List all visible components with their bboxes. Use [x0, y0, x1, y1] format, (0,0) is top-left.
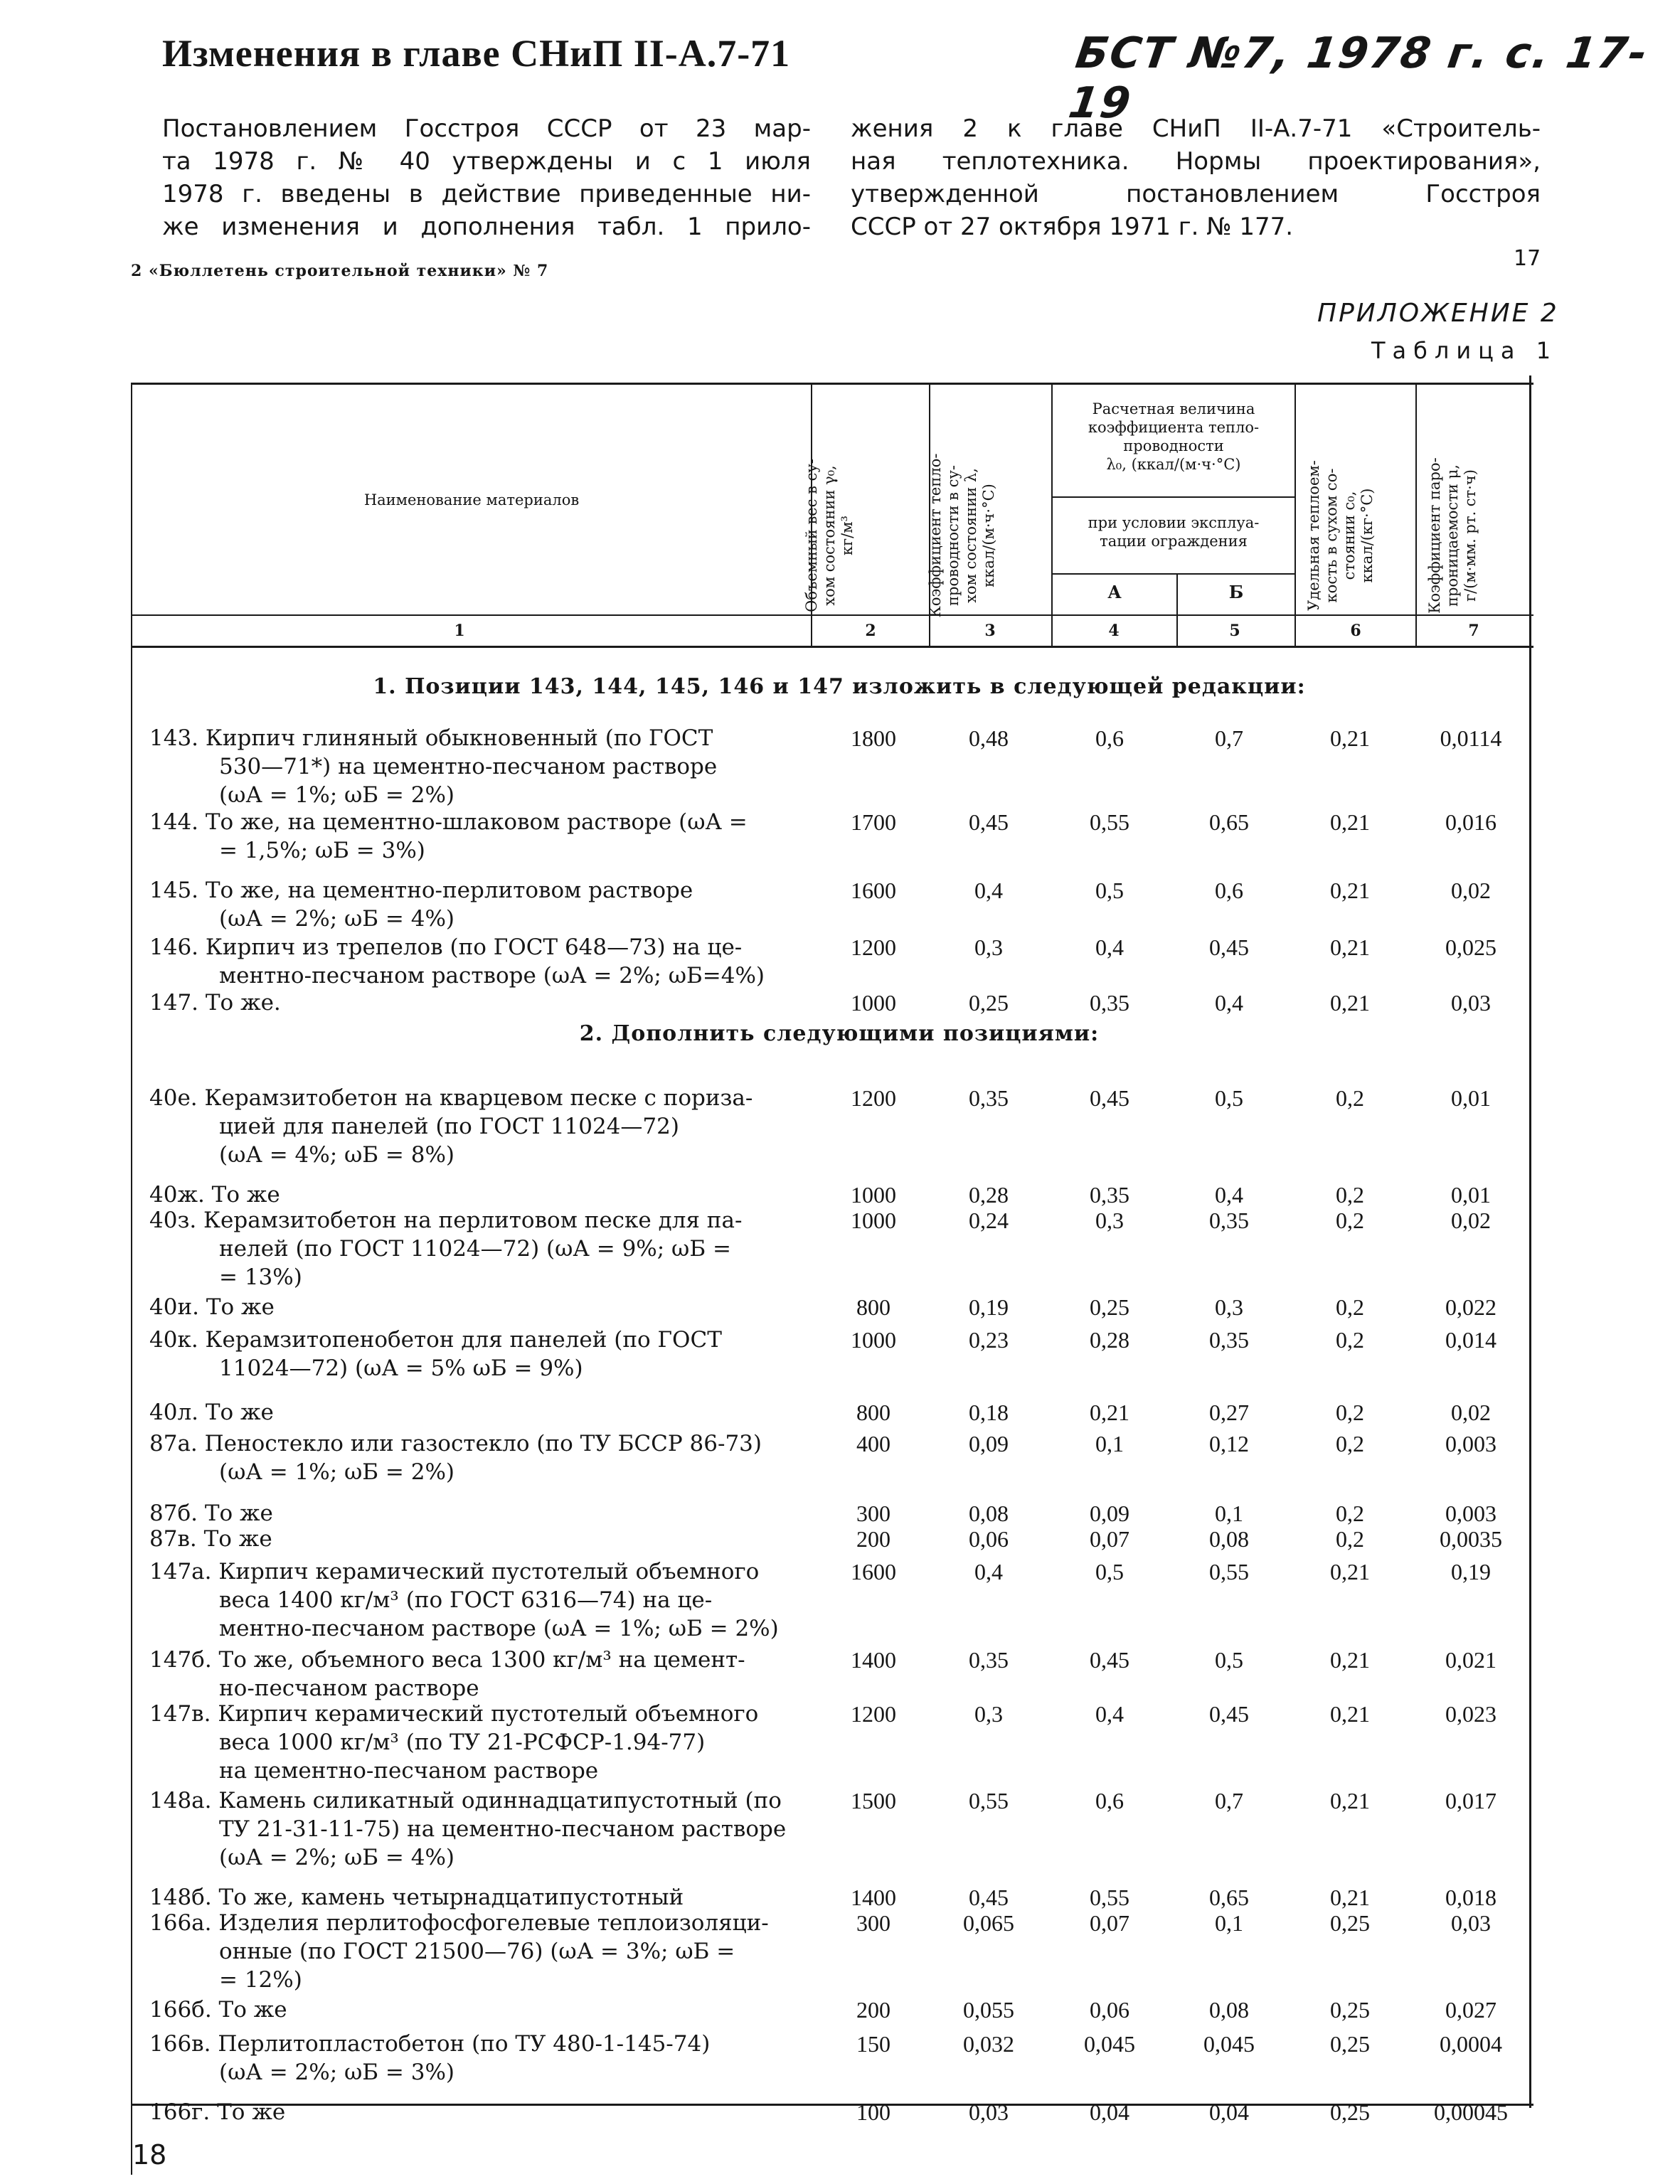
conductivity-b-value: 0,7: [1215, 1788, 1243, 1813]
heat-capacity-value: 0,25: [1330, 1997, 1370, 2023]
heat-capacity-value: 0,21: [1330, 1885, 1370, 1910]
header-line: тации ограждения: [1100, 533, 1248, 550]
vapor-permeability-value: 0,027: [1445, 1997, 1496, 2023]
conductivity-a-value: 0,04: [1090, 2099, 1129, 2125]
density-value: 1000: [851, 1182, 896, 1208]
heat-capacity-value: 0,2: [1336, 1501, 1364, 1526]
conductivity-a-value: 0,35: [1090, 990, 1129, 1016]
heat-capacity-value: 0,2: [1336, 1182, 1364, 1208]
footnote: 2 «Бюллетень строительной техники» № 7: [131, 262, 549, 280]
material-name-line: 166б. То же: [149, 1997, 287, 2023]
material-name: [149, 1700, 804, 1785]
header-line: коэффициента тепло-: [1088, 419, 1260, 436]
conductivity-b-value: 0,27: [1209, 1400, 1249, 1425]
vapor-permeability-value: 0,00045: [1434, 2099, 1508, 2125]
material-name-line: 145. То же, на цементно-перлитовом растворе: [149, 878, 693, 903]
material-name: [149, 1786, 804, 1872]
material-name: [149, 724, 804, 809]
heat-capacity-value: 0,21: [1330, 1647, 1370, 1673]
conductivity-dry-value: 0,09: [969, 1431, 1009, 1456]
conductivity-a-value: 0,5: [1095, 878, 1124, 903]
material-name-line: 40л. То же: [149, 1400, 274, 1425]
heat-capacity-value: 0,2: [1336, 1431, 1364, 1456]
density-value: 1700: [851, 809, 896, 835]
vapor-permeability-value: 0,018: [1445, 1885, 1496, 1910]
column-number-1: 1: [454, 622, 465, 640]
density-value: 200: [856, 1526, 890, 1552]
material-name: [149, 808, 804, 865]
material-name: [149, 2030, 804, 2087]
density-value: 300: [856, 1501, 890, 1526]
intro-left-line: та 1978 г. № 40 утверждены и с 1 июля: [162, 147, 811, 176]
density-value: 400: [856, 1431, 890, 1456]
conductivity-a-value: 0,09: [1090, 1501, 1129, 1526]
conductivity-dry-value: 0,055: [963, 1997, 1014, 2023]
column-number-5: 5: [1229, 622, 1240, 640]
heat-capacity-value: 0,25: [1330, 2031, 1370, 2057]
material-name-line: 530—71*) на цементно-песчаном растворе: [219, 754, 718, 779]
column-number-2: 2: [865, 622, 876, 640]
intro-right-line: СССР от 27 октября 1971 г. № 177.: [851, 213, 1294, 241]
material-name-line: = 13%): [219, 1264, 302, 1290]
header-line: при условии эксплуа-: [1088, 514, 1260, 531]
vapor-permeability-value: 0,003: [1445, 1501, 1496, 1526]
handwritten-reference: БСТ №7, 1978 г. с. 17-19: [1065, 28, 1652, 128]
header-line: проницаемости μ,: [1444, 464, 1461, 607]
appendix-label: ПРИЛОЖЕНИЕ 2: [1317, 299, 1559, 328]
header-vapor: [1426, 422, 1519, 649]
conductivity-b-value: 0,08: [1209, 1526, 1249, 1552]
material-name-line: но-песчаном растворе: [219, 1676, 479, 1701]
header-line: хом состоянии λ,: [962, 468, 979, 603]
density-value: 300: [856, 1910, 890, 1936]
heat-capacity-value: 0,21: [1330, 1788, 1370, 1813]
material-name-line: 147в. Кирпич керамический пустотелый объемного: [149, 1701, 759, 1727]
heat-capacity-value: 0,2: [1336, 1294, 1364, 1320]
conductivity-dry-value: 0,03: [969, 2099, 1009, 2125]
material-name-line: 87а. Пеностекло или газостекло (по ТУ БССР 86-73): [149, 1431, 762, 1456]
intro-right-line: утвержденной постановлением Госстроя: [851, 180, 1541, 208]
conductivity-a-value: 0,06: [1090, 1997, 1129, 2023]
conductivity-dry-value: 0,45: [969, 809, 1009, 835]
vapor-permeability-value: 0,0004: [1440, 2031, 1502, 2057]
heat-capacity-value: 0,2: [1336, 1327, 1364, 1353]
density-value: 100: [856, 2099, 890, 2125]
column-number-6: 6: [1350, 622, 1361, 640]
material-name-line: 11024—72) (ωА = 5% ωБ = 9%): [219, 1355, 583, 1381]
vapor-permeability-value: 0,025: [1445, 934, 1496, 960]
density-value: 200: [856, 1997, 890, 2023]
heat-capacity-value: 0,2: [1336, 1085, 1364, 1111]
header-line: λ₀, (ккал/(м·ч·°С): [1106, 456, 1241, 473]
vapor-permeability-value: 0,023: [1445, 1701, 1496, 1727]
header-line: Коэффициент тепло-: [927, 453, 944, 618]
intro-left-column: [162, 112, 811, 243]
page-title: Изменения в главе СНиП II-А.7-71: [162, 32, 791, 75]
section-heading-1: 1. Позиции 143, 144, 145, 146 и 147 изложить в следующей редакции:: [373, 674, 1306, 699]
conductivity-dry-value: 0,08: [969, 1501, 1009, 1526]
table-label: Таблица 1: [1371, 337, 1558, 364]
conductivity-a-value: 0,25: [1090, 1294, 1129, 1320]
vapor-permeability-value: 0,0114: [1440, 725, 1502, 751]
heat-capacity-value: 0,21: [1330, 934, 1370, 960]
material-name-line: 40е. Керамзитобетон на кварцевом песке с пориза-: [149, 1085, 753, 1111]
vapor-permeability-value: 0,014: [1445, 1327, 1496, 1353]
header-operating: [1053, 513, 1294, 550]
density-value: 1400: [851, 1885, 896, 1910]
conductivity-b-value: 0,5: [1215, 1085, 1243, 1111]
vapor-permeability-value: 0,02: [1451, 878, 1491, 903]
conductivity-a-value: 0,07: [1090, 1910, 1129, 1936]
conductivity-b-value: 0,4: [1215, 1182, 1243, 1208]
column-number-4: 4: [1108, 622, 1120, 640]
conductivity-a-value: 0,45: [1090, 1647, 1129, 1673]
vapor-permeability-value: 0,022: [1445, 1294, 1496, 1320]
material-name: [149, 1996, 804, 2024]
column-number-3: 3: [984, 622, 996, 640]
conductivity-dry-value: 0,23: [969, 1327, 1009, 1353]
heat-capacity-value: 0,21: [1330, 878, 1370, 903]
material-name-line: 40к. Керамзитопенобетон для панелей (по ГОСТ: [149, 1327, 722, 1353]
material-name-line: 40и. То же: [149, 1294, 275, 1320]
material-name-line: 148а. Камень силикатный одиннадцатипустотный (по: [149, 1788, 782, 1813]
header-line: стоянии c₀,: [1341, 491, 1358, 580]
material-name-line: (ωА = 2%; ωБ = 3%): [219, 2060, 455, 2085]
density-value: 1500: [851, 1788, 896, 1813]
header-density: [803, 422, 895, 649]
material-name: [149, 1883, 804, 1912]
material-name-line: 166г. То же: [149, 2099, 286, 2125]
conductivity-b-value: 0,65: [1209, 1885, 1249, 1910]
material-name: [149, 933, 804, 990]
header-name: Наименование материалов: [363, 491, 580, 508]
conductivity-a-value: 0,6: [1095, 725, 1124, 751]
intro-left-line: 1978 г. введены в действие приведенные ни-: [162, 180, 811, 208]
material-name-line: ментно-песчаном растворе (ωА = 2%; ωБ=4%): [219, 963, 765, 989]
material-name: [149, 1293, 804, 1321]
conductivity-b-value: 0,1: [1215, 1910, 1243, 1936]
vapor-permeability-value: 0,01: [1451, 1085, 1491, 1111]
material-name-line: 148б. То же, камень четырнадцатипустотный: [149, 1885, 684, 1910]
material-name-line: 144. То же, на цементно-шлаковом растворе (ωА =: [149, 809, 748, 835]
material-name: [149, 876, 804, 933]
material-name-line: 143. Кирпич глиняный обыкновенный (по ГОСТ: [149, 725, 713, 751]
conductivity-a-value: 0,55: [1090, 809, 1129, 835]
vapor-permeability-value: 0,0035: [1440, 1526, 1502, 1552]
material-name-line: 87в. То же: [149, 1526, 272, 1552]
material-name-line: 166а. Изделия перлитофосфогелевые теплоизоляци-: [149, 1910, 769, 1936]
column-number-7: 7: [1468, 622, 1479, 640]
conductivity-b-value: 0,65: [1209, 809, 1249, 835]
header-sub-a: А: [1107, 582, 1122, 602]
vapor-permeability-value: 0,01: [1451, 1182, 1491, 1208]
header-line: Коэффициент паро-: [1426, 457, 1443, 614]
heat-capacity-value: 0,25: [1330, 1910, 1370, 1936]
conductivity-dry-value: 0,3: [974, 1701, 1003, 1727]
header-line: ккал/(кг·°С): [1359, 488, 1376, 583]
vapor-permeability-value: 0,017: [1445, 1788, 1496, 1813]
density-value: 150: [856, 2031, 890, 2057]
header-line: проводности в су-: [945, 465, 962, 606]
header-line: проводности: [1123, 437, 1224, 454]
conductivity-b-value: 0,45: [1209, 934, 1249, 960]
density-value: 1000: [851, 1327, 896, 1353]
conductivity-a-value: 0,045: [1084, 2031, 1135, 2057]
heat-capacity-value: 0,21: [1330, 1559, 1370, 1584]
density-value: 1600: [851, 1559, 896, 1584]
density-value: 1400: [851, 1647, 896, 1673]
conductivity-dry-value: 0,55: [969, 1788, 1009, 1813]
density-value: 800: [856, 1400, 890, 1425]
header-conductivity-dry: [927, 422, 1019, 649]
material-name-line: нелей (по ГОСТ 11024—72) (ωА = 9%; ωБ =: [219, 1236, 731, 1262]
conductivity-a-value: 0,4: [1095, 934, 1124, 960]
material-name: [149, 1909, 804, 1994]
material-name-line: (ωА = 1%; ωБ = 2%): [219, 1459, 455, 1485]
conductivity-dry-value: 0,06: [969, 1526, 1009, 1552]
conductivity-dry-value: 0,19: [969, 1294, 1009, 1320]
header-line: кость в сухом со-: [1323, 468, 1340, 603]
conductivity-a-value: 0,35: [1090, 1182, 1129, 1208]
material-name-line: (ωА = 1%; ωБ = 2%): [219, 782, 455, 808]
conductivity-b-value: 0,1: [1215, 1501, 1243, 1526]
header-line: Объемный вес в су-: [803, 459, 820, 612]
heat-capacity-value: 0,21: [1330, 809, 1370, 835]
header-line: Расчетная величина: [1092, 400, 1255, 417]
header-design-group: [1053, 400, 1294, 474]
intro-left-line: же изменения и дополнения табл. 1 прило-: [162, 213, 811, 241]
conductivity-b-value: 0,55: [1209, 1559, 1249, 1584]
material-name-line: ТУ 21-31-11-75) на цементно-песчаном растворе: [219, 1816, 787, 1842]
conductivity-dry-value: 0,065: [963, 1910, 1014, 1936]
conductivity-a-value: 0,55: [1090, 1885, 1129, 1910]
material-name: [149, 1429, 804, 1486]
density-value: 1200: [851, 1701, 896, 1727]
conductivity-a-value: 0,28: [1090, 1327, 1129, 1353]
conductivity-b-value: 0,7: [1215, 725, 1243, 751]
density-value: 1800: [851, 725, 896, 751]
vapor-permeability-value: 0,021: [1445, 1647, 1496, 1673]
density-value: 800: [856, 1294, 890, 1320]
material-name: [149, 1326, 804, 1383]
conductivity-dry-value: 0,18: [969, 1400, 1009, 1425]
header-line: хом состоянии γ₀,: [821, 465, 838, 606]
conductivity-b-value: 0,35: [1209, 1327, 1249, 1353]
header-line: ккал/(м·ч·°С): [980, 484, 997, 587]
material-name: [149, 1398, 804, 1427]
vapor-permeability-value: 0,016: [1445, 809, 1496, 835]
conductivity-b-value: 0,08: [1209, 1997, 1249, 2023]
conductivity-a-value: 0,5: [1095, 1559, 1124, 1584]
conductivity-dry-value: 0,3: [974, 934, 1003, 960]
material-name-line: на цементно-песчаном растворе: [219, 1758, 599, 1784]
material-name-line: (ωА = 2%; ωБ = 4%): [219, 906, 455, 932]
header-line: Удельная теплоем-: [1305, 460, 1322, 611]
material-name: [149, 1525, 804, 1553]
density-value: 1000: [851, 990, 896, 1016]
conductivity-b-value: 0,04: [1209, 2099, 1249, 2125]
material-name: [149, 1499, 804, 1528]
conductivity-b-value: 0,4: [1215, 990, 1243, 1016]
conductivity-dry-value: 0,24: [969, 1208, 1009, 1233]
material-name-line: 146. Кирпич из трепелов (по ГОСТ 648—73) на це-: [149, 934, 743, 960]
page-number-top: 17: [1514, 246, 1541, 271]
conductivity-dry-value: 0,28: [969, 1182, 1009, 1208]
vapor-permeability-value: 0,02: [1451, 1400, 1491, 1425]
heat-capacity-value: 0,2: [1336, 1400, 1364, 1425]
conductivity-a-value: 0,6: [1095, 1788, 1124, 1813]
density-value: 1600: [851, 878, 896, 903]
conductivity-dry-value: 0,4: [974, 1559, 1003, 1584]
heat-capacity-value: 0,2: [1336, 1526, 1364, 1552]
material-name: [149, 1181, 804, 1209]
heat-capacity-value: 0,2: [1336, 1208, 1364, 1233]
conductivity-a-value: 0,21: [1090, 1400, 1129, 1425]
conductivity-b-value: 0,45: [1209, 1701, 1249, 1727]
section-heading-2: 2. Дополнить следующими позициями:: [579, 1021, 1100, 1046]
header-sub-b: Б: [1228, 582, 1244, 602]
page-number-bottom: 18: [132, 2139, 167, 2170]
conductivity-b-value: 0,5: [1215, 1647, 1243, 1673]
intro-left-line: Постановлением Госстроя СССР от 23 мар-: [162, 114, 811, 143]
density-value: 1200: [851, 934, 896, 960]
intro-right-column: [851, 112, 1541, 243]
conductivity-b-value: 0,12: [1209, 1431, 1249, 1456]
material-name-line: (ωА = 2%; ωБ = 4%): [219, 1845, 455, 1870]
conductivity-a-value: 0,45: [1090, 1085, 1129, 1111]
material-name: [149, 1646, 804, 1703]
conductivity-dry-value: 0,4: [974, 878, 1003, 903]
material-name-line: ментно-песчаном растворе (ωА = 1%; ωБ = 2%): [219, 1616, 779, 1641]
conductivity-a-value: 0,1: [1095, 1431, 1124, 1456]
conductivity-dry-value: 0,35: [969, 1647, 1009, 1673]
conductivity-dry-value: 0,45: [969, 1885, 1009, 1910]
material-name: [149, 1084, 804, 1169]
material-name-line: 166в. Перлитопластобетон (по ТУ 480-1-145-74): [149, 2031, 711, 2057]
heat-capacity-value: 0,21: [1330, 1701, 1370, 1727]
material-name-line: = 1,5%; ωБ = 3%): [219, 838, 425, 863]
vapor-permeability-value: 0,19: [1451, 1559, 1491, 1584]
material-name-line: 147б. То же, объемного веса 1300 кг/м³ на цемент-: [149, 1647, 745, 1673]
conductivity-a-value: 0,07: [1090, 1526, 1129, 1552]
conductivity-b-value: 0,35: [1209, 1208, 1249, 1233]
conductivity-dry-value: 0,25: [969, 990, 1009, 1016]
density-value: 1200: [851, 1085, 896, 1111]
intro-right-line: ная теплотехника. Нормы проектирования»,: [851, 147, 1541, 176]
vapor-permeability-value: 0,03: [1451, 1910, 1491, 1936]
conductivity-b-value: 0,045: [1203, 2031, 1255, 2057]
material-name-line: (ωА = 4%; ωБ = 8%): [219, 1142, 455, 1168]
heat-capacity-value: 0,21: [1330, 990, 1370, 1016]
material-name-line: онные (по ГОСТ 21500—76) (ωА = 3%; ωБ =: [219, 1939, 735, 1964]
conductivity-dry-value: 0,032: [963, 2031, 1014, 2057]
header-line: кг/м³: [839, 516, 856, 555]
material-name-line: 87б. То же: [149, 1501, 273, 1526]
conductivity-b-value: 0,6: [1215, 878, 1243, 903]
material-name-line: 147. То же.: [149, 990, 281, 1016]
vapor-permeability-value: 0,003: [1445, 1431, 1496, 1456]
conductivity-a-value: 0,4: [1095, 1701, 1124, 1727]
material-name-line: 147а. Кирпич керамический пустотелый объемного: [149, 1559, 760, 1584]
material-name-line: 40ж. То же: [149, 1182, 280, 1208]
intro-right-line: жения 2 к главе СНиП II-А.7-71 «Строитель-: [851, 114, 1541, 143]
conductivity-dry-value: 0,35: [969, 1085, 1009, 1111]
conductivity-b-value: 0,3: [1215, 1294, 1243, 1320]
material-name: [149, 989, 804, 1017]
material-name-line: веса 1400 кг/м³ (по ГОСТ 6316—74) на це-: [219, 1587, 713, 1613]
material-name-line: = 12%): [219, 1967, 302, 1993]
material-name: [149, 1557, 804, 1643]
conductivity-dry-value: 0,48: [969, 725, 1009, 751]
heat-capacity-value: 0,25: [1330, 2099, 1370, 2125]
material-name: [149, 1206, 804, 1291]
material-name-line: 40з. Керамзитобетон на перлитовом песке для па-: [149, 1208, 743, 1233]
material-name-line: цией для панелей (по ГОСТ 11024—72): [219, 1114, 679, 1139]
material-name-line: веса 1000 кг/м³ (по ТУ 21-РСФСР-1.94-77): [219, 1730, 706, 1755]
density-value: 1000: [851, 1208, 896, 1233]
heat-capacity-value: 0,21: [1330, 725, 1370, 751]
header-line: г/(м·мм. рт. ст·ч): [1462, 469, 1479, 602]
conductivity-a-value: 0,3: [1095, 1208, 1124, 1233]
vapor-permeability-value: 0,03: [1451, 990, 1491, 1016]
vapor-permeability-value: 0,02: [1451, 1208, 1491, 1233]
material-name: [149, 2098, 804, 2126]
header-heat-capacity: [1305, 422, 1398, 649]
